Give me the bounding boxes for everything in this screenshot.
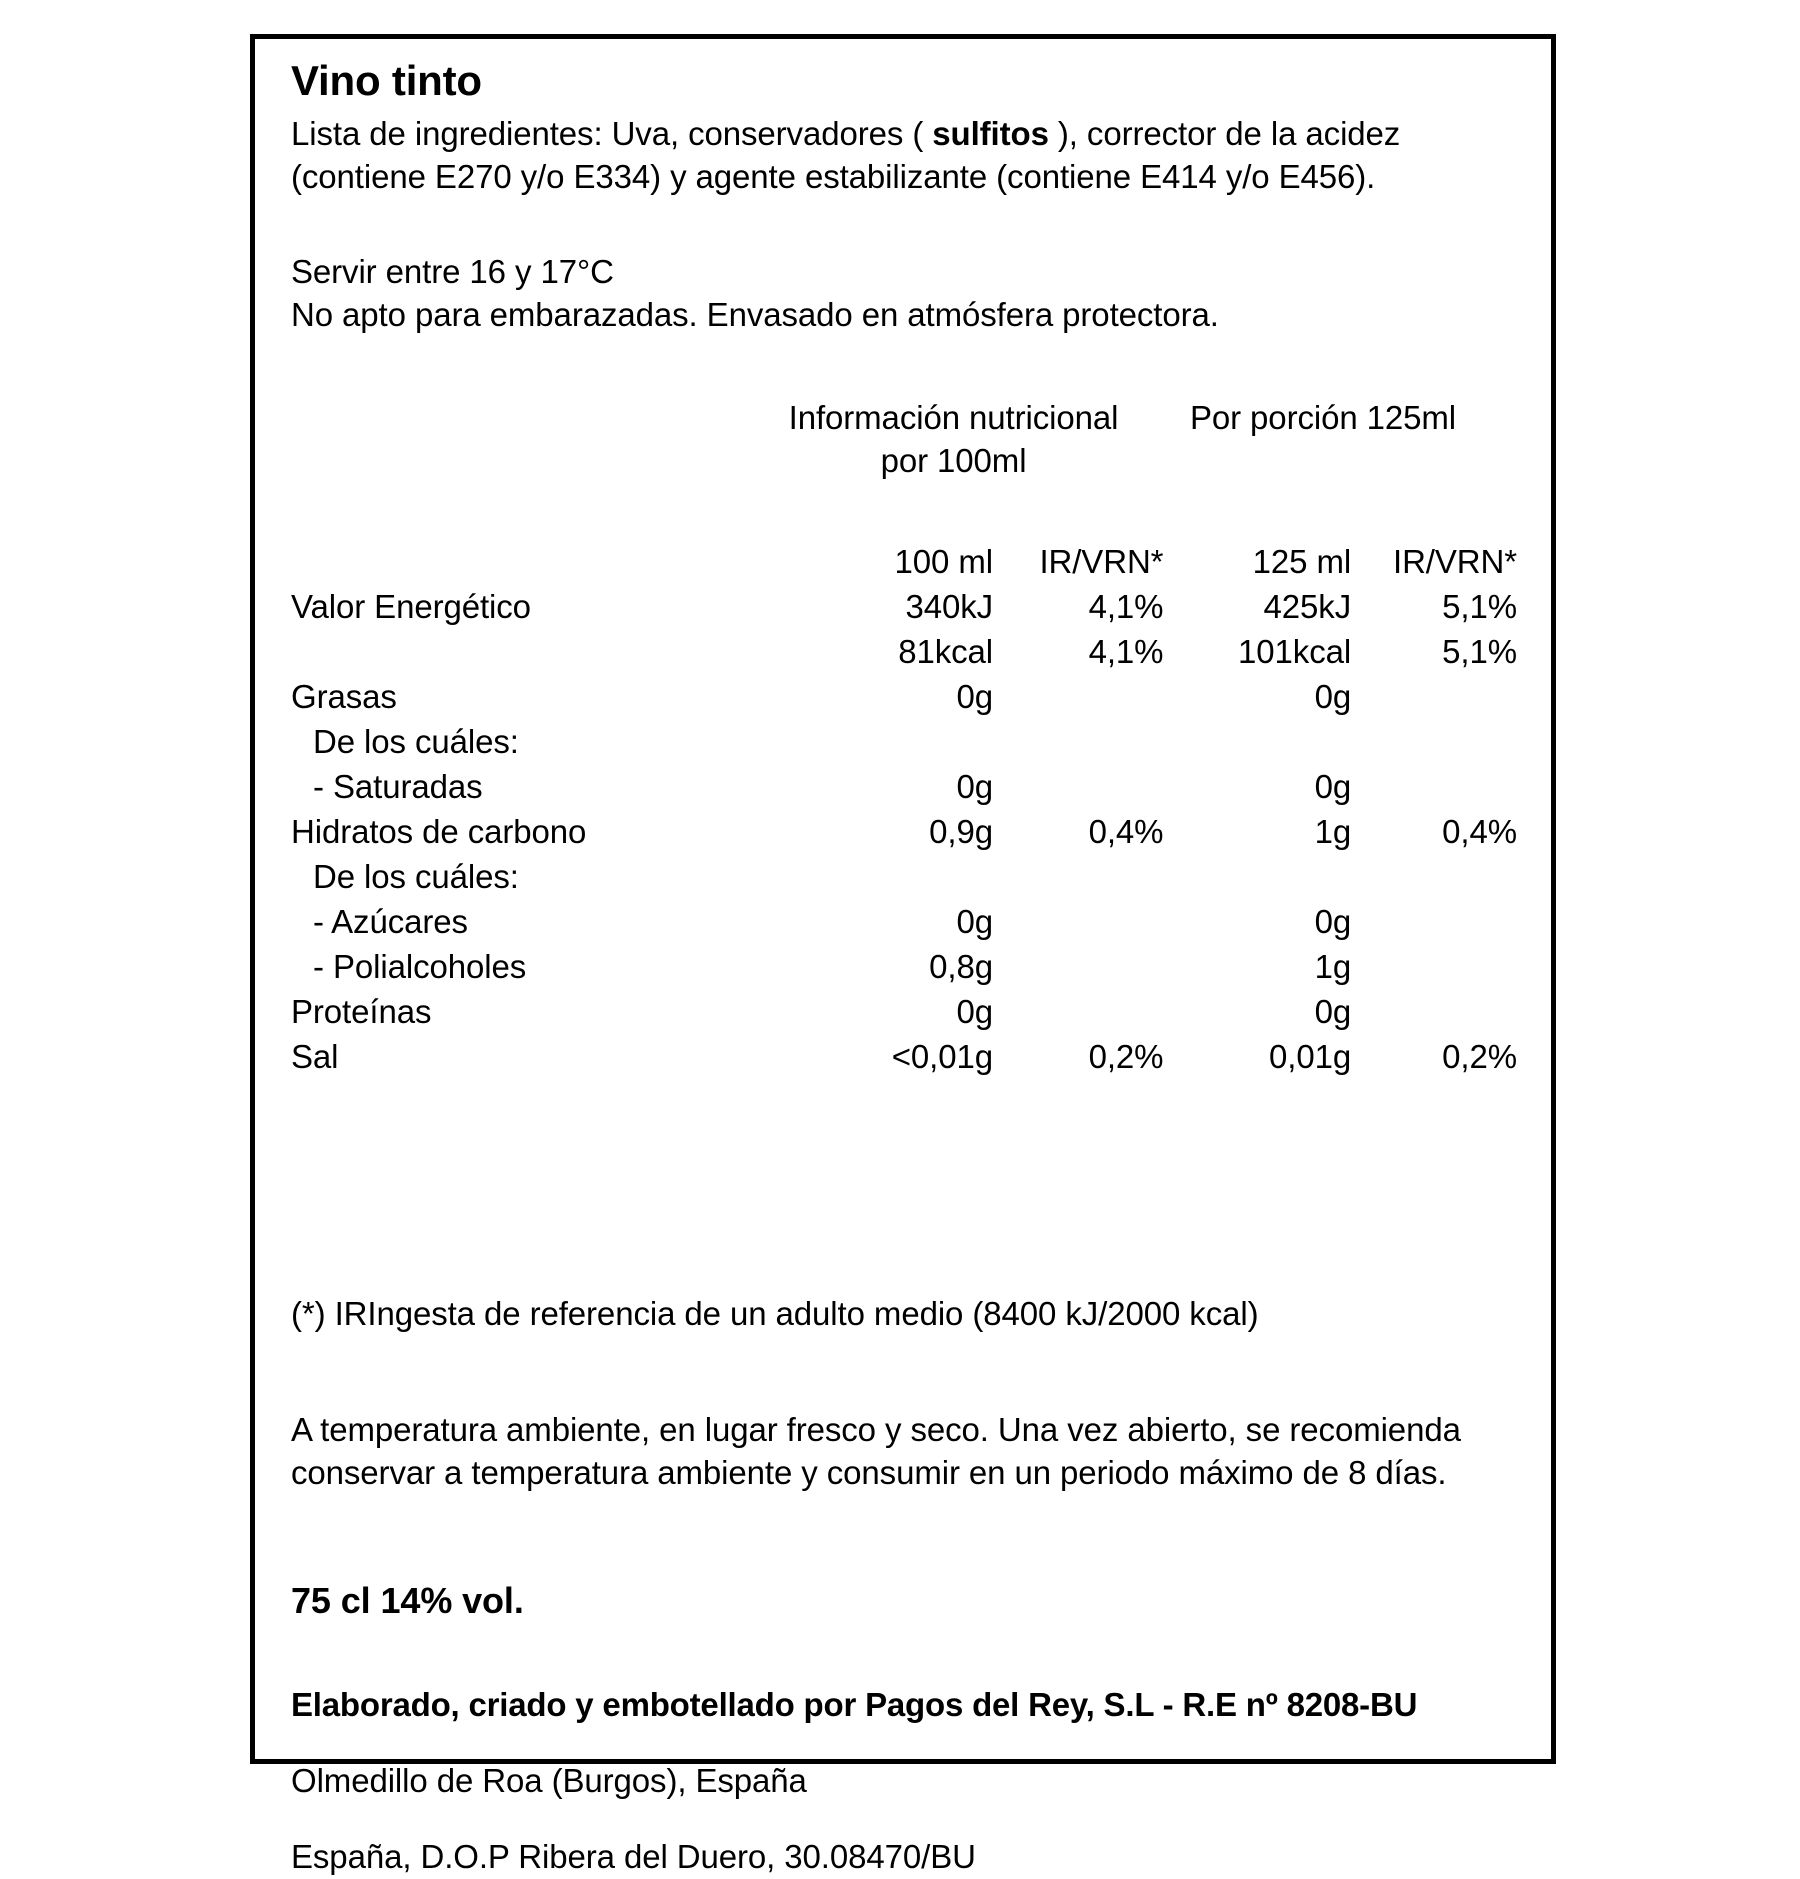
nutrient-name: - Saturadas — [313, 767, 483, 805]
nutrition-heading — [291, 397, 1517, 483]
value-100ml: 0g — [956, 902, 993, 940]
value-100ml — [811, 860, 993, 905]
percent-100ml — [993, 995, 1163, 1040]
value-125ml: 425kJ — [1263, 587, 1352, 625]
table-row — [291, 950, 1517, 995]
value-100ml: 0,9g — [929, 812, 993, 850]
serving-temperature: Servir entre 16 y 17°C — [291, 253, 614, 291]
value-125ml: 1g — [1314, 947, 1352, 985]
nutrition-label-panel — [250, 34, 1556, 1876]
col-header-irvrn-125: IR/VRN* — [1393, 542, 1517, 580]
ingredients-suffix: ), corrector de la acidez (contiene E270 y/o E334) y agente estabilizante (contiene E414 y/o E456). — [291, 115, 1401, 196]
value-100ml: 0g — [956, 767, 993, 805]
value-100ml: 0,8g — [929, 947, 993, 985]
percent-125ml — [1351, 770, 1517, 815]
value-100ml — [811, 725, 993, 770]
value-125ml: 0g — [1314, 677, 1352, 715]
nutrient-name: - Azúcares — [313, 902, 468, 940]
table-row — [291, 725, 1517, 770]
percent-100ml: 0,2% — [1088, 1037, 1164, 1075]
table-row — [291, 905, 1517, 950]
pregnancy-warning: No apto para embarazadas. Envasado en atmósfera protectora. — [291, 295, 1219, 333]
col-header-irvrn-100: IR/VRN* — [1039, 542, 1164, 580]
nutrient-name: Valor Energético — [291, 587, 531, 625]
label-content — [255, 39, 1551, 1876]
nutrient-name: Grasas — [291, 677, 397, 715]
nutrient-name: De los cuáles: — [313, 722, 519, 760]
nutrition-table — [291, 542, 1517, 1085]
volume-and-abv: 75 cl 14% vol. — [291, 1580, 524, 1622]
percent-100ml — [993, 725, 1163, 770]
page-title: Vino tinto — [291, 57, 482, 104]
percent-100ml — [993, 905, 1163, 950]
value-100ml: 0g — [956, 677, 993, 715]
percent-125ml: 5,1% — [1442, 587, 1517, 625]
nutrition-heading-portion: Por porción 125ml — [1189, 398, 1457, 436]
nutrition-table-head — [291, 542, 1517, 590]
value-125ml: 0g — [1314, 992, 1352, 1030]
nutrition-heading-line1: Información nutricional — [788, 398, 1119, 436]
value-125ml: 0g — [1314, 767, 1352, 805]
spacer — [291, 199, 1517, 251]
percent-100ml: 4,1% — [1088, 632, 1164, 670]
percent-125ml — [1351, 860, 1517, 905]
value-125ml: 1g — [1314, 812, 1352, 850]
table-row — [291, 995, 1517, 1040]
table-row — [291, 1040, 1517, 1085]
table-row — [291, 635, 1517, 680]
nutrient-name: De los cuáles: — [313, 857, 519, 895]
percent-100ml: 4,1% — [1088, 587, 1164, 625]
nutrient-name: Hidratos de carbono — [291, 812, 587, 850]
percent-125ml — [1351, 680, 1517, 725]
nutrition-table-body — [291, 587, 1517, 1085]
percent-125ml — [1351, 950, 1517, 995]
table-row — [291, 860, 1517, 905]
col-header-125ml: 125 ml — [1252, 542, 1352, 580]
col-header-nutrient — [291, 545, 811, 590]
ir-footnote: (*) IRIngesta de referencia de un adulto medio (8400 kJ/2000 kcal) — [291, 1294, 1259, 1332]
value-125ml: 0g — [1314, 902, 1352, 940]
percent-125ml: 0,2% — [1442, 1037, 1517, 1075]
percent-125ml — [1351, 725, 1517, 770]
storage-instructions: A temperatura ambiente, en lugar fresco y seco. Una vez abierto, se recomienda conservar a temperatura ambiente y consumir en un periodo máximo de 8 días. — [291, 1410, 1461, 1491]
percent-125ml: 0,4% — [1442, 812, 1517, 850]
percent-125ml — [1351, 995, 1517, 1040]
value-125ml — [1163, 860, 1351, 905]
col-header-100ml: 100 ml — [894, 542, 993, 580]
allergen-sulfitos: sulfitos — [932, 115, 1049, 153]
value-100ml: 0g — [956, 992, 993, 1030]
value-100ml: <0,01g — [891, 1037, 993, 1075]
value-125ml: 0,01g — [1269, 1037, 1352, 1075]
producer-address-line1: Olmedillo de Roa (Burgos), España — [291, 1762, 807, 1800]
percent-125ml — [1351, 905, 1517, 950]
nutrient-name: Sal — [291, 1037, 339, 1075]
value-125ml — [1163, 725, 1351, 770]
nutrient-name — [291, 635, 811, 680]
ingredients-list — [291, 113, 1517, 199]
nutrition-heading-per100 — [756, 397, 1151, 483]
nutrient-name: - Polialcoholes — [313, 947, 527, 985]
nutrition-heading-line2: por 100ml — [880, 441, 1027, 479]
producer-info: Elaborado, criado y embotellado por Pagos del Rey, S.L - R.E nº 8208-BU — [291, 1686, 1418, 1724]
percent-100ml — [993, 950, 1163, 995]
percent-100ml — [993, 680, 1163, 725]
percent-100ml: 0,4% — [1088, 812, 1164, 850]
table-row — [291, 770, 1517, 815]
percent-125ml: 5,1% — [1442, 632, 1517, 670]
value-125ml: 101kcal — [1238, 632, 1352, 670]
percent-100ml — [993, 770, 1163, 815]
table-row — [291, 815, 1517, 860]
producer-address-line2: España, D.O.P Ribera del Duero, 30.08470/BU — [291, 1838, 976, 1876]
table-header-row — [291, 545, 1517, 590]
table-row — [291, 680, 1517, 725]
table-row — [291, 590, 1517, 635]
nutrient-name: Proteínas — [291, 992, 432, 1030]
ingredients-prefix: Lista de ingredientes: Uva, conservadores ( — [291, 115, 933, 153]
percent-100ml — [993, 860, 1163, 905]
value-100ml: 340kJ — [905, 587, 993, 625]
value-100ml: 81kcal — [898, 632, 993, 670]
